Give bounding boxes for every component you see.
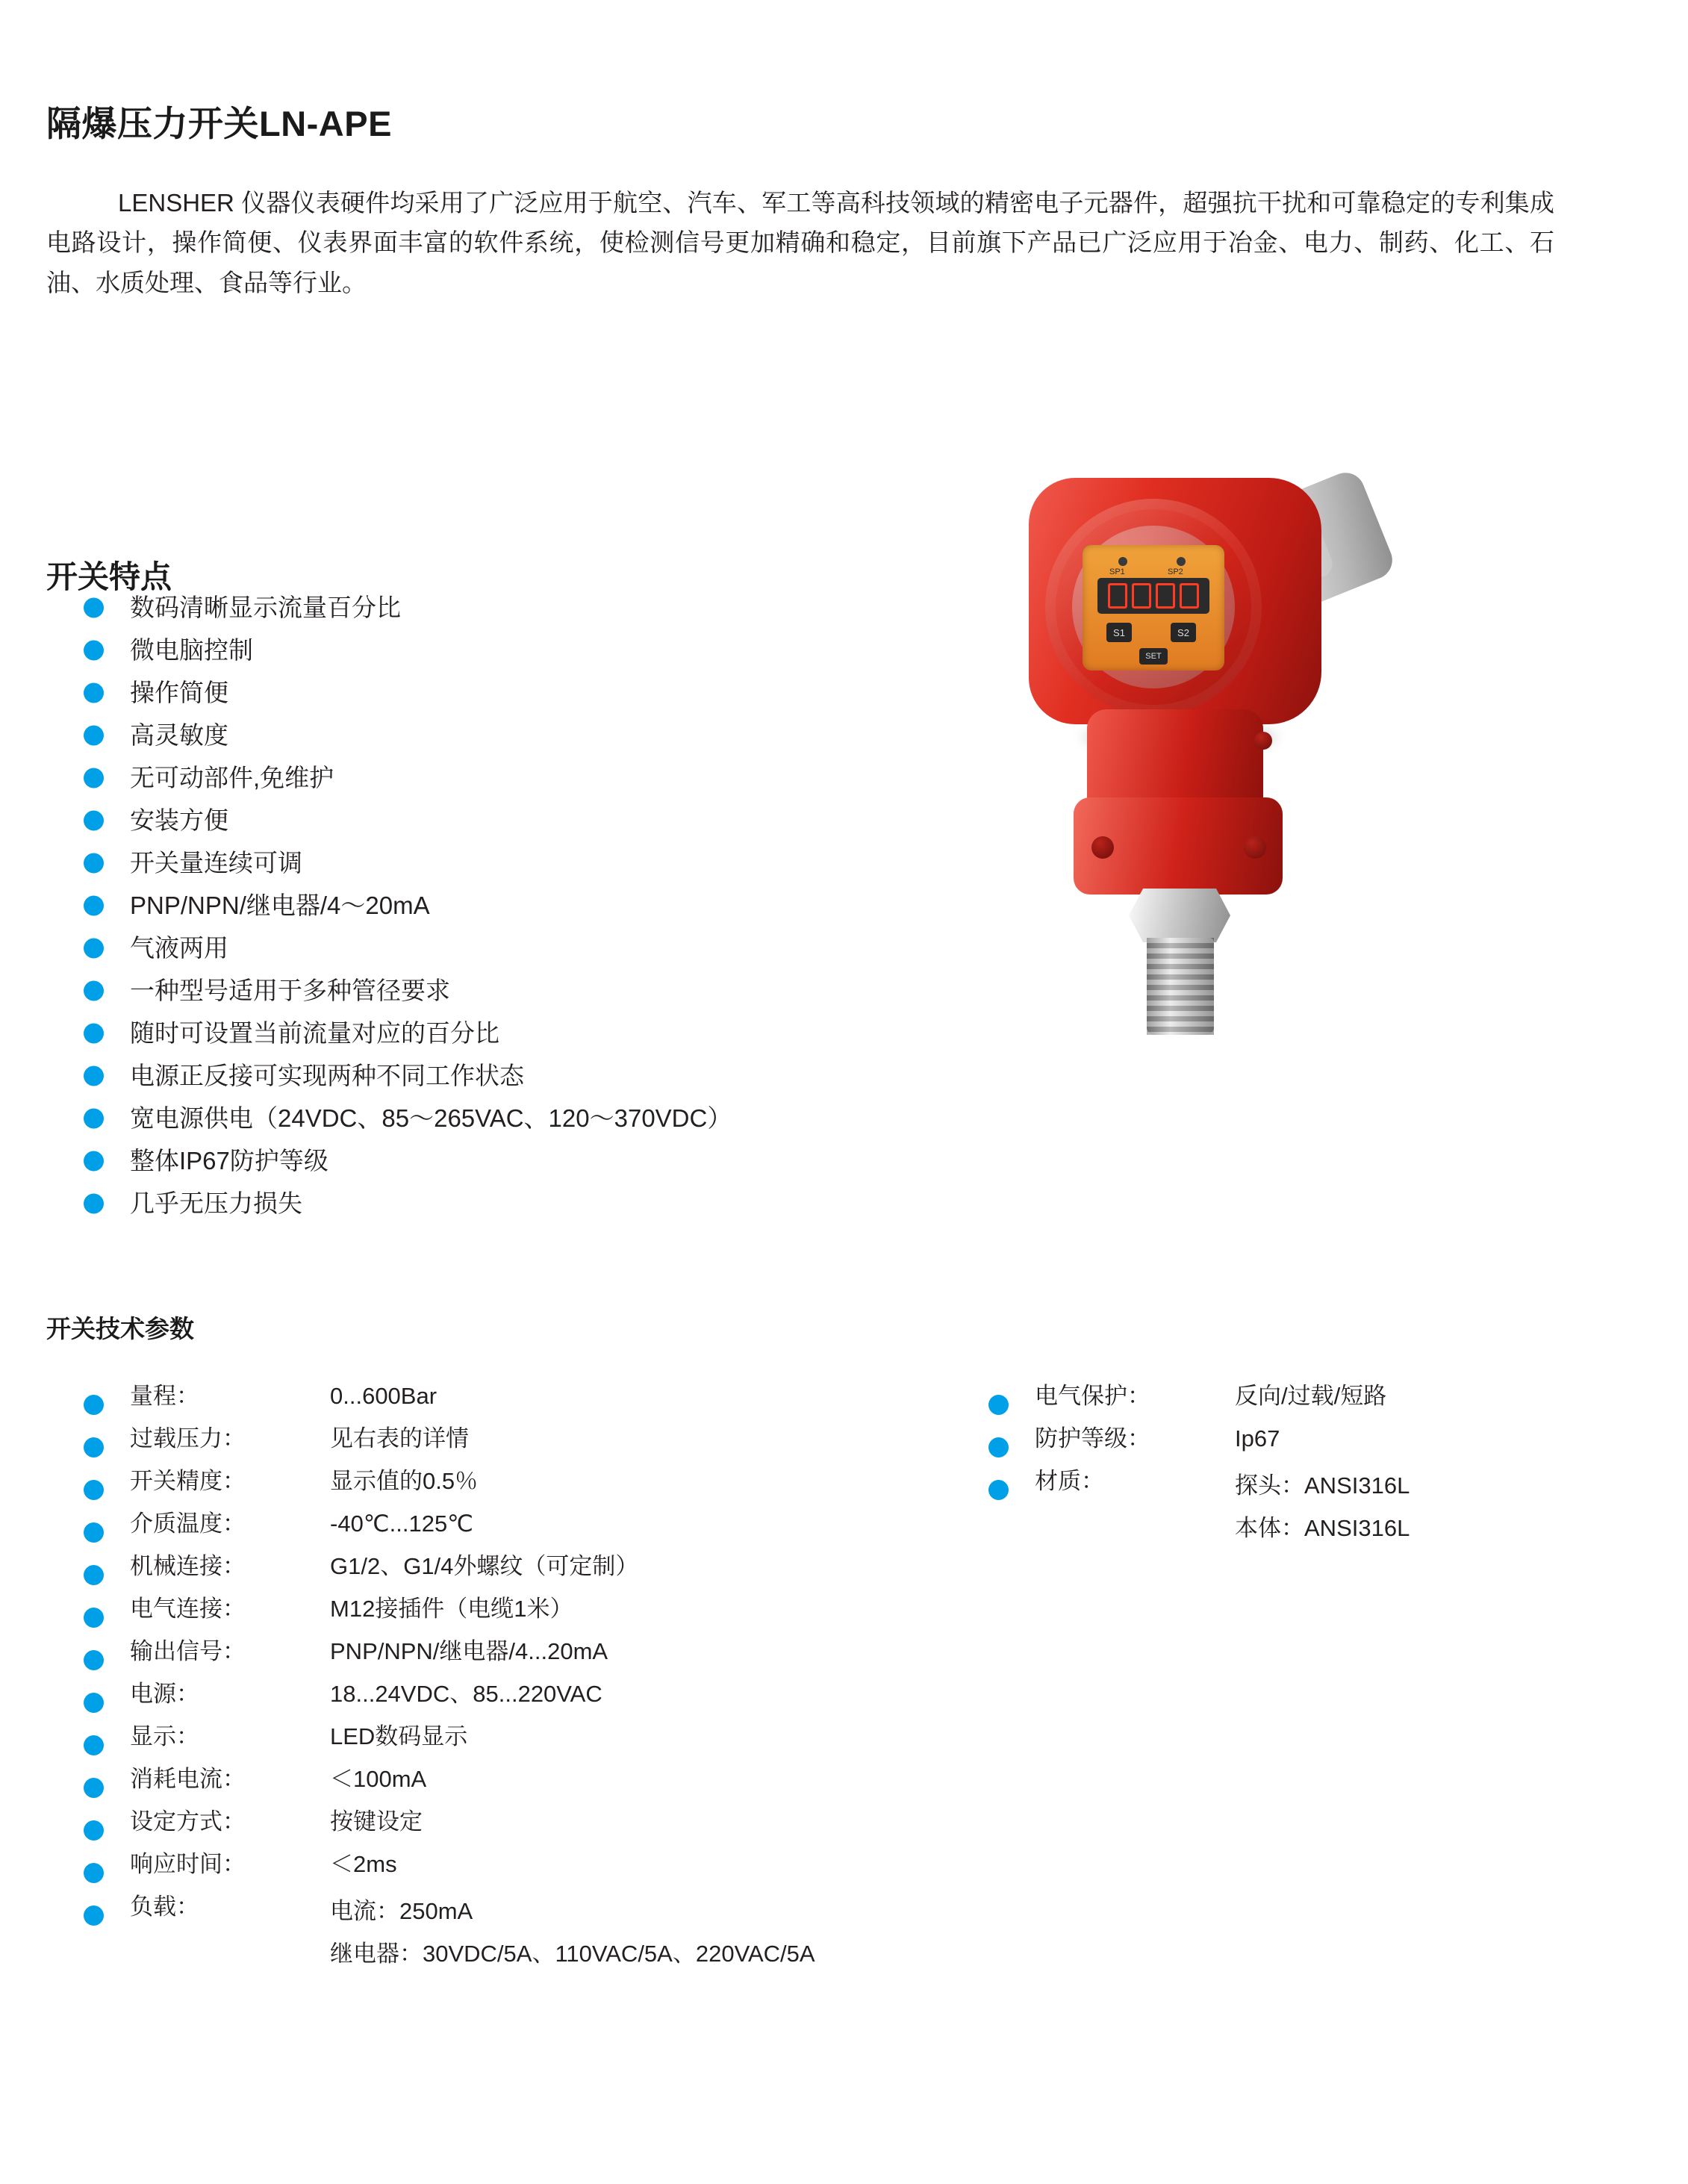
product-photo — [993, 463, 1501, 1232]
spec-label: 材质： — [1035, 1468, 1104, 1494]
spec-row — [66, 1718, 909, 1761]
list-item — [66, 969, 977, 1012]
bullet-icon — [84, 1565, 104, 1585]
list-item — [66, 1012, 977, 1054]
feature-label: PNP/NPN/继电器/4～20mA — [130, 892, 430, 919]
digit — [1180, 583, 1199, 609]
spec-row — [66, 1420, 909, 1463]
spec-label: 防护等级： — [1035, 1425, 1150, 1452]
feature-label: 高灵敏度 — [130, 721, 228, 749]
feature-label: 微电脑控制 — [130, 636, 253, 664]
bullet-icon — [84, 1693, 104, 1713]
spec-row — [971, 1463, 1642, 1546]
feature-label: 气液两用 — [130, 934, 228, 962]
spec-value — [330, 1888, 815, 1971]
spec-label: 消耗电流： — [130, 1766, 246, 1792]
bullet-icon — [84, 640, 104, 660]
spec-value: 显示值的0.5％ — [330, 1468, 479, 1494]
feature-label: 电源正反接可实现两种不同工作状态 — [130, 1062, 524, 1089]
bolt-icon — [1254, 732, 1272, 750]
spec-label: 负载： — [130, 1894, 199, 1920]
feature-label: 整体IP67防护等级 — [130, 1147, 328, 1175]
spec-value: 18...24VDC、85...220VAC — [330, 1681, 602, 1707]
spec-row — [66, 1505, 909, 1548]
digit — [1156, 583, 1175, 609]
feature-label: 操作简便 — [130, 679, 228, 706]
sp1-led-icon — [1118, 557, 1127, 566]
bullet-icon — [84, 1437, 104, 1457]
spec-value: Ip67 — [1235, 1425, 1280, 1452]
feature-label: 开关量连续可调 — [130, 849, 302, 877]
bullet-icon — [84, 980, 104, 1001]
spec-value: 见右表的详情 — [330, 1425, 469, 1452]
spec-row — [66, 1548, 909, 1590]
list-item — [66, 1139, 977, 1182]
spec-row — [971, 1420, 1642, 1463]
control-panel — [1083, 545, 1224, 671]
sp2-label: SP2 — [1168, 567, 1183, 576]
spec-label: 输出信号： — [130, 1638, 246, 1664]
spec-value-line1: 电流：250mA — [330, 1898, 473, 1924]
spec-row — [66, 1803, 909, 1846]
bullet-icon — [84, 1151, 104, 1171]
list-item — [66, 1182, 977, 1225]
spec-label: 显示： — [130, 1723, 199, 1749]
bullet-icon — [84, 1778, 104, 1798]
spec-row — [66, 1633, 909, 1676]
spec-row — [66, 1590, 909, 1633]
intro-paragraph: LENSHER 仪器仪表硬件均采用了广泛应用于航空、汽车、军工等高科技领域的精密电子元器件，超强抗干扰和可靠稳定的专利集成电路设计，操作简便、仪表界面丰富的软件系统，使检测信号更加精确和稳定，目前旗下产品已广泛应用于冶金、电力、制药、化工、石油、水质处理、食品等行业。 — [46, 189, 1554, 296]
specs-table-right — [971, 1378, 1642, 1546]
spec-label: 量程： — [130, 1383, 199, 1409]
feature-label: 宽电源供电（24VDC、85～265VAC、120～370VDC） — [130, 1104, 732, 1132]
features-heading: 开关特点 — [46, 559, 172, 594]
bullet-icon — [84, 1863, 104, 1883]
bullet-icon — [84, 1065, 104, 1086]
s1-button[interactable]: S1 — [1106, 623, 1132, 642]
spec-row — [971, 1378, 1642, 1420]
spec-label: 电源： — [130, 1681, 199, 1707]
spec-value: M12接插件（电缆1米） — [330, 1596, 573, 1622]
list-item — [66, 629, 977, 671]
features-list — [66, 586, 977, 1225]
page-title: 隔爆压力开关LN-APE — [46, 104, 392, 144]
list-item — [66, 1054, 977, 1097]
bullet-icon — [84, 1650, 104, 1670]
spec-value: 0...600Bar — [330, 1383, 437, 1409]
hex-nut — [1129, 889, 1230, 942]
spec-value: LED数码显示 — [330, 1723, 468, 1749]
sp1-label: SP1 — [1109, 567, 1125, 576]
bullet-icon — [84, 682, 104, 703]
bullet-icon — [84, 1023, 104, 1043]
list-item — [66, 841, 977, 884]
bolt-icon — [1244, 836, 1266, 859]
feature-label: 几乎无压力损失 — [130, 1189, 302, 1217]
bullet-icon — [84, 895, 104, 915]
spec-value: 按键设定 — [330, 1808, 423, 1835]
specs-table-left — [66, 1378, 909, 1971]
digit — [1132, 583, 1151, 609]
spec-value: 反向/过载/短路 — [1235, 1383, 1387, 1409]
list-item — [66, 799, 977, 841]
spec-value-line2: 继电器：30VDC/5A、110VAC/5A、220VAC/5A — [330, 1940, 815, 1967]
list-item — [66, 1097, 977, 1139]
spec-label: 电气保护： — [1035, 1383, 1150, 1409]
set-button[interactable]: SET — [1139, 648, 1168, 665]
spec-label: 介质温度： — [130, 1511, 246, 1537]
spec-value: PNP/NPN/继电器/4...20mA — [330, 1638, 608, 1664]
list-item — [66, 884, 977, 927]
bullet-icon — [84, 1395, 104, 1415]
list-item — [66, 671, 977, 714]
spec-value-line2: 本体：ANSI316L — [1235, 1514, 1410, 1541]
bullet-icon — [988, 1437, 1009, 1457]
spec-row — [66, 1761, 909, 1803]
spec-value: G1/2、G1/4外螺纹（可定制） — [330, 1553, 639, 1579]
feature-label: 数码清晰显示流量百分比 — [130, 594, 401, 621]
digit — [1108, 583, 1127, 609]
bolt-icon — [1091, 836, 1114, 859]
specs-heading: 开关技术参数 — [46, 1315, 194, 1343]
bullet-icon — [988, 1480, 1009, 1500]
bullet-icon — [84, 768, 104, 788]
spec-value — [1235, 1463, 1410, 1546]
list-item — [66, 756, 977, 799]
bullet-icon — [84, 1193, 104, 1213]
feature-label: 安装方便 — [130, 806, 228, 834]
bullet-icon — [84, 1480, 104, 1500]
spec-row — [66, 1676, 909, 1718]
bullet-icon — [84, 1108, 104, 1128]
spec-row — [66, 1888, 909, 1971]
spec-value: ＜2ms — [330, 1851, 397, 1877]
spec-label: 机械连接： — [130, 1553, 246, 1579]
spec-value: ＜100mA — [330, 1766, 427, 1792]
list-item — [66, 714, 977, 756]
bullet-icon — [84, 938, 104, 958]
bullet-icon — [84, 1820, 104, 1841]
spec-value: -40℃...125℃ — [330, 1511, 473, 1537]
bullet-icon — [84, 597, 104, 617]
spec-row — [66, 1463, 909, 1505]
threaded-process-connection — [1147, 938, 1214, 1035]
bullet-icon — [84, 810, 104, 830]
spec-value-line1: 探头：ANSI316L — [1235, 1472, 1410, 1499]
spec-row — [66, 1378, 909, 1420]
list-item — [66, 586, 977, 629]
s2-button[interactable]: S2 — [1171, 623, 1196, 642]
bullet-icon — [84, 1735, 104, 1755]
feature-label: 无可动部件,免维护 — [130, 764, 334, 791]
bullet-icon — [988, 1395, 1009, 1415]
led-display — [1097, 578, 1209, 614]
spec-label: 设定方式： — [130, 1808, 246, 1835]
list-item — [66, 927, 977, 969]
sp2-led-icon — [1177, 557, 1186, 566]
bullet-icon — [84, 1522, 104, 1543]
bullet-icon — [84, 853, 104, 873]
feature-label: 一种型号适用于多种管径要求 — [130, 977, 450, 1004]
feature-label: 随时可设置当前流量对应的百分比 — [130, 1019, 499, 1047]
bullet-icon — [84, 725, 104, 745]
spec-label: 电气连接： — [130, 1596, 246, 1622]
spec-label: 开关精度： — [130, 1468, 246, 1494]
spec-label: 响应时间： — [130, 1851, 246, 1877]
bullet-icon — [84, 1608, 104, 1628]
bullet-icon — [84, 1905, 104, 1926]
spec-row — [66, 1846, 909, 1888]
spec-label: 过载压力： — [130, 1425, 246, 1452]
